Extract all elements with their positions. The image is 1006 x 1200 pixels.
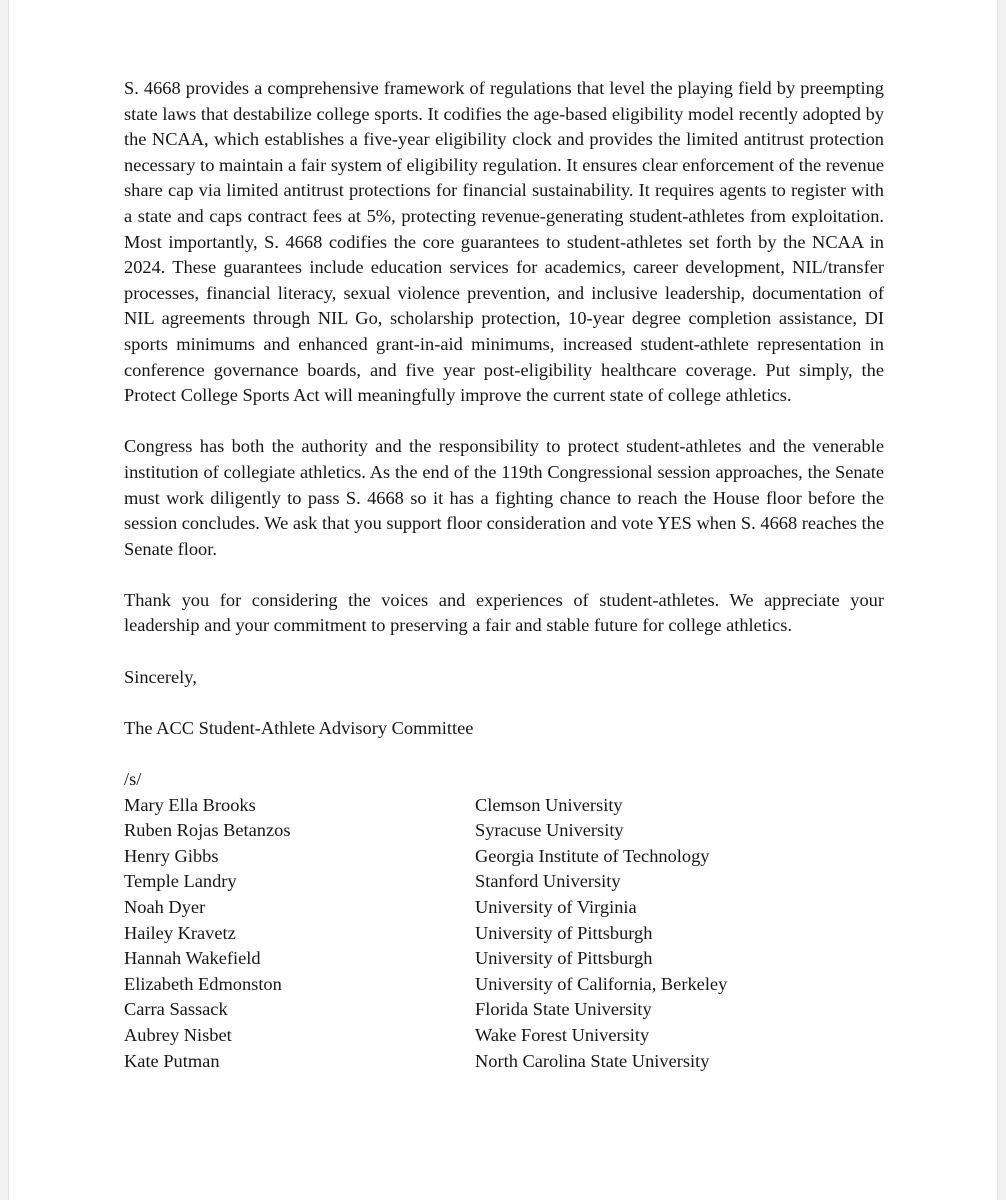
signer-name: Mary Ella Brooks: [124, 794, 256, 815]
paragraph-s4668-framework: S. 4668 provides a comprehensive framework of regulations that level the playing field by preempting state laws that destabilize college sports. It codifies the age-based eligibility model recently adopted by the NCAA, which establishes a five-year eligibility clock and provides the limited antitrust protection necessary to maintain a fair system of eligibility regulation. It ensures clear enforcement of the revenue share cap via limited antitrust protections for financial sustainability. It requires agents to register with a state and caps contract fees at 5%, protecting revenue-generating student-athletes from exploitation. Most importantly, S. 4668 codifies the core guarantees to student-athletes set forth by the NCAA in 2024. These guarantees include education services for academics, career development, NIL/transfer processes, financial literacy, sexual violence prevention, and inclusive leadership, documentation of NIL agreements through NIL Go, scholarship protection, 10-year degree completion assistance, DI sports minimums and enhanced grant-in-aid minimums, increased student-athlete representation in conference governance boards, and five year post-eligibility healthcare coverage. Put simply, the Protect College Sports Act will meaningfully improve the current state of college athletics.: [124, 78, 884, 406]
signer-row: [124, 895, 884, 921]
signer-row: [124, 1023, 884, 1049]
signer-row: [124, 793, 884, 819]
letter-page: [8, 0, 998, 1200]
committee-name: The ACC Student-Athlete Advisory Committee: [124, 717, 474, 738]
signer-school: Georgia Institute of Technology: [475, 845, 710, 866]
signer-name: Aubrey Nisbet: [124, 1024, 232, 1045]
signer-row: [124, 921, 884, 947]
signer-row: [124, 972, 884, 998]
signer-row: [124, 997, 884, 1023]
letter-body: [124, 76, 884, 1074]
signer-school: Wake Forest University: [475, 1024, 650, 1045]
signer-name: Ruben Rojas Betanzos: [124, 820, 291, 841]
signer-name: Hannah Wakefield: [124, 948, 261, 969]
paragraph-thank-you: Thank you for considering the voices and experiences of student-athletes. We appreciate your leadership and your commitment to preserving a fair and stable future for college athletics.: [124, 589, 884, 636]
signer-name: Elizabeth Edmonston: [124, 973, 282, 994]
signer-school: University of Pittsburgh: [475, 948, 653, 969]
signer-name: Temple Landry: [124, 871, 237, 892]
signer-list: [124, 793, 884, 1075]
signer-name: Carra Sassack: [124, 999, 228, 1020]
signer-school: University of California, Berkeley: [475, 973, 728, 994]
signature-mark: /s/: [124, 769, 142, 790]
signer-school: University of Virginia: [475, 897, 637, 917]
closing-salutation: Sincerely,: [124, 666, 197, 687]
signer-row: [124, 818, 884, 844]
signer-school: Florida State University: [475, 999, 652, 1020]
signer-row: [124, 946, 884, 972]
signer-school: North Carolina State University: [475, 1050, 710, 1071]
signer-row: [124, 844, 884, 870]
signer-name: Noah Dyer: [124, 897, 206, 917]
signer-school: Syracuse University: [475, 820, 624, 841]
signer-row: [124, 1049, 884, 1075]
paragraph-congress-authority: Congress has both the authority and the responsibility to protect student-athletes and the venerable institution of collegiate athletics. As the end of the 119th Congressional session approaches, the Senate must work diligently to pass S. 4668 so it has a fighting chance to reach the House floor before the session concludes. We ask that you support floor consideration and vote YES when S. 4668 reaches the Senate floor.: [124, 436, 884, 559]
signer-school: Stanford University: [475, 871, 621, 892]
signer-name: Hailey Kravetz: [124, 922, 236, 943]
signer-school: Clemson University: [475, 794, 623, 815]
signer-school: University of Pittsburgh: [475, 922, 653, 943]
signer-name: Henry Gibbs: [124, 845, 219, 866]
signer-name: Kate Putman: [124, 1050, 220, 1071]
signer-row: [124, 869, 884, 895]
